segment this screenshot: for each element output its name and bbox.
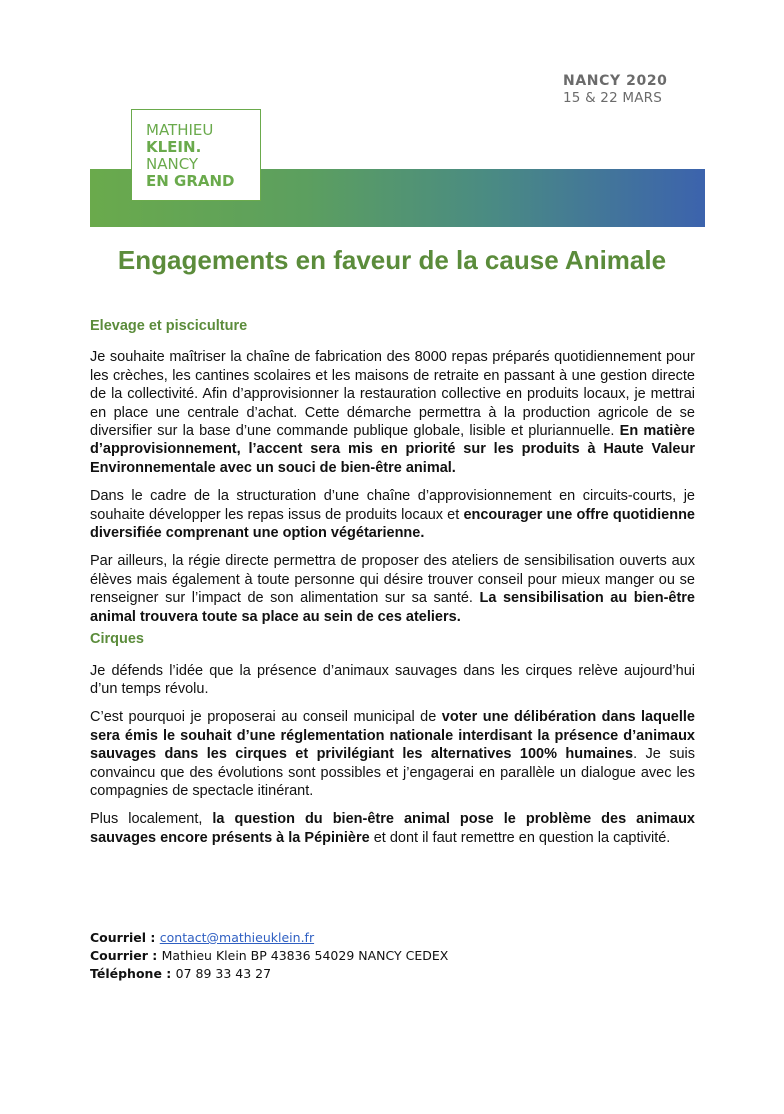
paragraph-text: Je souhaite maîtriser la chaîne de fabrication des 8000 repas préparés quotidiennement pour les crèches, les cantines scolaires et les maisons de retraite en passant à une gestion directe de la collectivité. Afin d’approvisionner la restauration collective en produits locaux, je mettrai en place une centrale d’achat. Cette démarche permettra à la production agricole de se diversifier sur la base d’une commande publique globale, lisible et pluriannuelle. [90, 349, 695, 440]
election-date-block [563, 73, 668, 107]
paragraph-bold-text: voter une délibération dans laquelle sera émis le souhait d’une réglementation nationale interdisant la présence d’animaux sauvages dans les cirques et privilégiant les alternatives 100% humaines [90, 709, 695, 763]
phone-label: Téléphone : [90, 966, 176, 981]
paragraph-text: Par ailleurs, la régie directe permettra de proposer des ateliers de sensibilisation ouverts aux élèves mais également à toute personne qui désire trouver conseil pour mieux manger ou se renseigner sur l’impact de son alimentation sur sa santé. [90, 553, 695, 607]
postal-address: Mathieu Klein BP 43836 54029 NANCY CEDEX [161, 948, 449, 963]
footer-mail-line [90, 947, 448, 965]
election-city: NANCY 2020 [563, 73, 668, 89]
footer-phone-line [90, 965, 448, 983]
section-heading-cirques: Cirques [90, 631, 144, 648]
paragraph [90, 708, 695, 800]
paragraph-text: et dont il faut remettre en question la captivité. [369, 829, 671, 846]
email-link[interactable]: contact@mathieuklein.fr [159, 930, 315, 945]
footer-email-line [90, 929, 448, 947]
paragraph [90, 810, 695, 847]
paragraph-text: Je défends l’idée que la présence d’animaux sauvages dans les cirques relève aujourd’hui d’un temps révolu. [90, 662, 695, 697]
page-title: Engagements en faveur de la cause Animale [117, 245, 667, 275]
phone-number: 07 89 33 43 27 [175, 966, 272, 981]
paragraph [90, 348, 695, 477]
logo-line-2: KLEIN. [146, 138, 202, 156]
paragraph-text: . Je suis convaincu que des évolutions sont possibles et j’engagerai en parallèle un dialogue avec les compagnies de spectacle itinérant. [90, 746, 695, 799]
contact-footer [90, 929, 448, 983]
paragraph [90, 487, 695, 542]
logo-line-1: MATHIEU [146, 121, 214, 139]
paragraph-bold-text: la question du bien-être animal pose le problème des animaux sauvages encore présents à la Pépinière [90, 811, 695, 846]
paragraph-text: C’est pourquoi je proposerai au conseil municipal de [90, 709, 442, 726]
mail-label: Courrier : [90, 948, 162, 963]
paragraph [90, 552, 695, 626]
logo-line-3: NANCY [146, 155, 199, 173]
paragraph [90, 662, 695, 699]
paragraph-bold-text: encourager une offre quotidienne diversifiée comprenant une option végétarienne. [90, 506, 695, 542]
campaign-logo [131, 109, 261, 201]
election-dates: 15 & 22 MARS [563, 90, 662, 106]
logo-line-4: EN GRAND [146, 172, 235, 190]
paragraph-bold-text: La sensibilisation au bien-être animal trouvera toute sa place au sein de ces ateliers. [90, 590, 695, 625]
paragraph-bold-text: En matière d’approvisionnement, l’accent sera mis en priorité sur les produits à Haute Valeur Environnementale avec un souci de bien-être animal. [90, 423, 695, 476]
section-heading-elevage: Elevage et pisciculture [90, 318, 248, 334]
paragraph-text: Plus localement, [90, 811, 213, 828]
email-label: Courriel : [90, 930, 160, 945]
document-body [90, 317, 695, 857]
paragraph-text: Dans le cadre de la structuration d’une chaîne d’approvisionnement en circuits-courts, je souhaite développer les repas issus de produits locaux et [90, 488, 695, 523]
